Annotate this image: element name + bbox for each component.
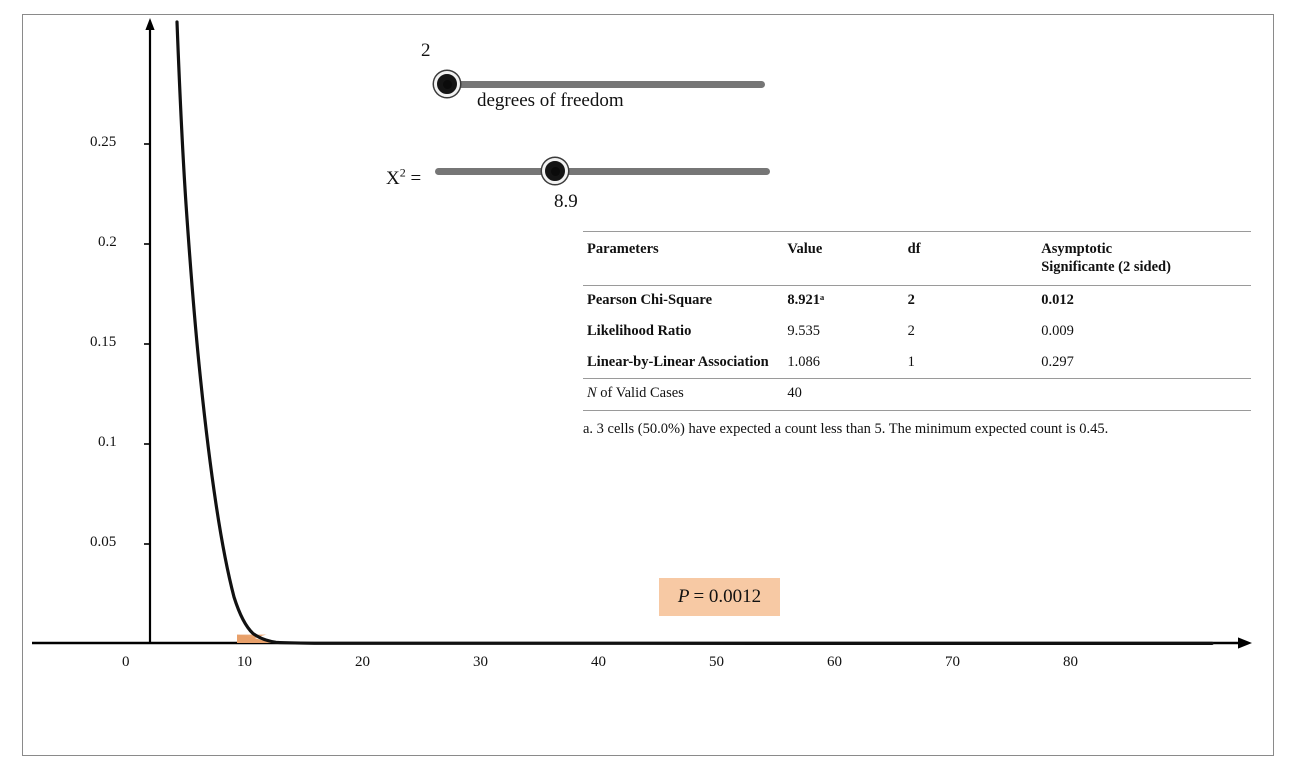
table-row bbox=[583, 379, 1251, 411]
table-header-row bbox=[583, 232, 1251, 286]
results-table bbox=[583, 231, 1251, 411]
row-df-pearson: 2 bbox=[907, 292, 915, 309]
row-value-linear: 1.086 bbox=[787, 353, 821, 370]
table-row bbox=[583, 348, 1251, 379]
y-tick-label-0.25: 0.25 bbox=[90, 134, 117, 150]
df-slider-knob[interactable] bbox=[434, 71, 460, 97]
y-axis-arrow bbox=[145, 18, 154, 30]
header-sig-line2: Significante (2 sided) bbox=[1041, 258, 1171, 275]
row-param-pearson: Pearson Chi-Square bbox=[587, 292, 713, 309]
y-tick-label-0.1: 0.1 bbox=[98, 434, 117, 450]
x-tick-label-40: 40 bbox=[591, 654, 606, 670]
results-table-head bbox=[583, 232, 1251, 286]
row-sig-linear: 0.297 bbox=[1041, 353, 1074, 370]
row-param-linear: Linear-by-Linear Association bbox=[587, 353, 769, 370]
x-tick-label-60: 60 bbox=[827, 654, 842, 670]
p-value-prefix: P bbox=[677, 586, 690, 607]
table-footnote: a. 3 cells (50.0%) have expected a count less than 5. The minimum expected count is 0.45. bbox=[583, 421, 1109, 438]
x-tick-label-0: 0 bbox=[122, 654, 130, 670]
row-param-nvalid: N of Valid Cases bbox=[583, 379, 783, 411]
chi-square-slider[interactable] bbox=[430, 157, 775, 187]
row-value-nvalid: 40 bbox=[783, 379, 903, 411]
table-row bbox=[583, 317, 1251, 348]
chi-square-label-text: $X^2$ = bbox=[386, 166, 422, 190]
x-tick-label-20: 20 bbox=[355, 654, 370, 670]
chi-slider-knob[interactable] bbox=[542, 158, 568, 184]
header-sig-line1: Asymptotic bbox=[1041, 241, 1113, 257]
x-tick-label-50: 50 bbox=[709, 654, 724, 670]
row-sig-likelihood: 0.009 bbox=[1041, 323, 1074, 340]
header-value: Value bbox=[783, 232, 903, 286]
chi-square-label bbox=[386, 166, 421, 190]
row-df-linear: 1 bbox=[907, 353, 915, 370]
chi-square-tests-table bbox=[583, 231, 1251, 439]
table-row bbox=[583, 286, 1251, 317]
row-value-likelihood: 9.535 bbox=[787, 323, 821, 340]
p-value-badge bbox=[659, 578, 780, 616]
header-df: df bbox=[904, 232, 1038, 286]
results-table-body bbox=[583, 286, 1251, 411]
df-slider-value: 2 bbox=[421, 40, 431, 61]
row-sig-nvalid bbox=[1037, 379, 1251, 411]
y-tick-label-0.2: 0.2 bbox=[98, 234, 117, 250]
header-asymptotic-significance bbox=[1037, 232, 1251, 286]
chi-slider-value: 8.9 bbox=[554, 191, 578, 212]
p-value-text: = 0.0012 bbox=[693, 586, 762, 607]
x-tick-label-30: 30 bbox=[473, 654, 488, 670]
row-sig-pearson: 0.012 bbox=[1041, 292, 1074, 309]
chi-slider-track[interactable] bbox=[435, 168, 770, 175]
x-tick-label-80: 80 bbox=[1063, 654, 1078, 670]
row-df-nvalid bbox=[904, 379, 1038, 411]
x-tick-label-10: 10 bbox=[237, 654, 252, 670]
x-axis-arrow bbox=[1238, 637, 1252, 648]
df-slider-label: degrees of freedom bbox=[477, 90, 624, 111]
header-parameters: Parameters bbox=[583, 232, 783, 286]
df-slider-track[interactable] bbox=[435, 81, 765, 88]
x-tick-label-70: 70 bbox=[945, 654, 960, 670]
row-value-pearson: 8.921ᵃ bbox=[787, 292, 825, 309]
y-tick-label-0.05: 0.05 bbox=[90, 534, 117, 550]
y-tick-label-0.15: 0.15 bbox=[90, 334, 117, 350]
row-df-likelihood: 2 bbox=[907, 323, 915, 340]
row-param-likelihood: Likelihood Ratio bbox=[587, 323, 692, 340]
